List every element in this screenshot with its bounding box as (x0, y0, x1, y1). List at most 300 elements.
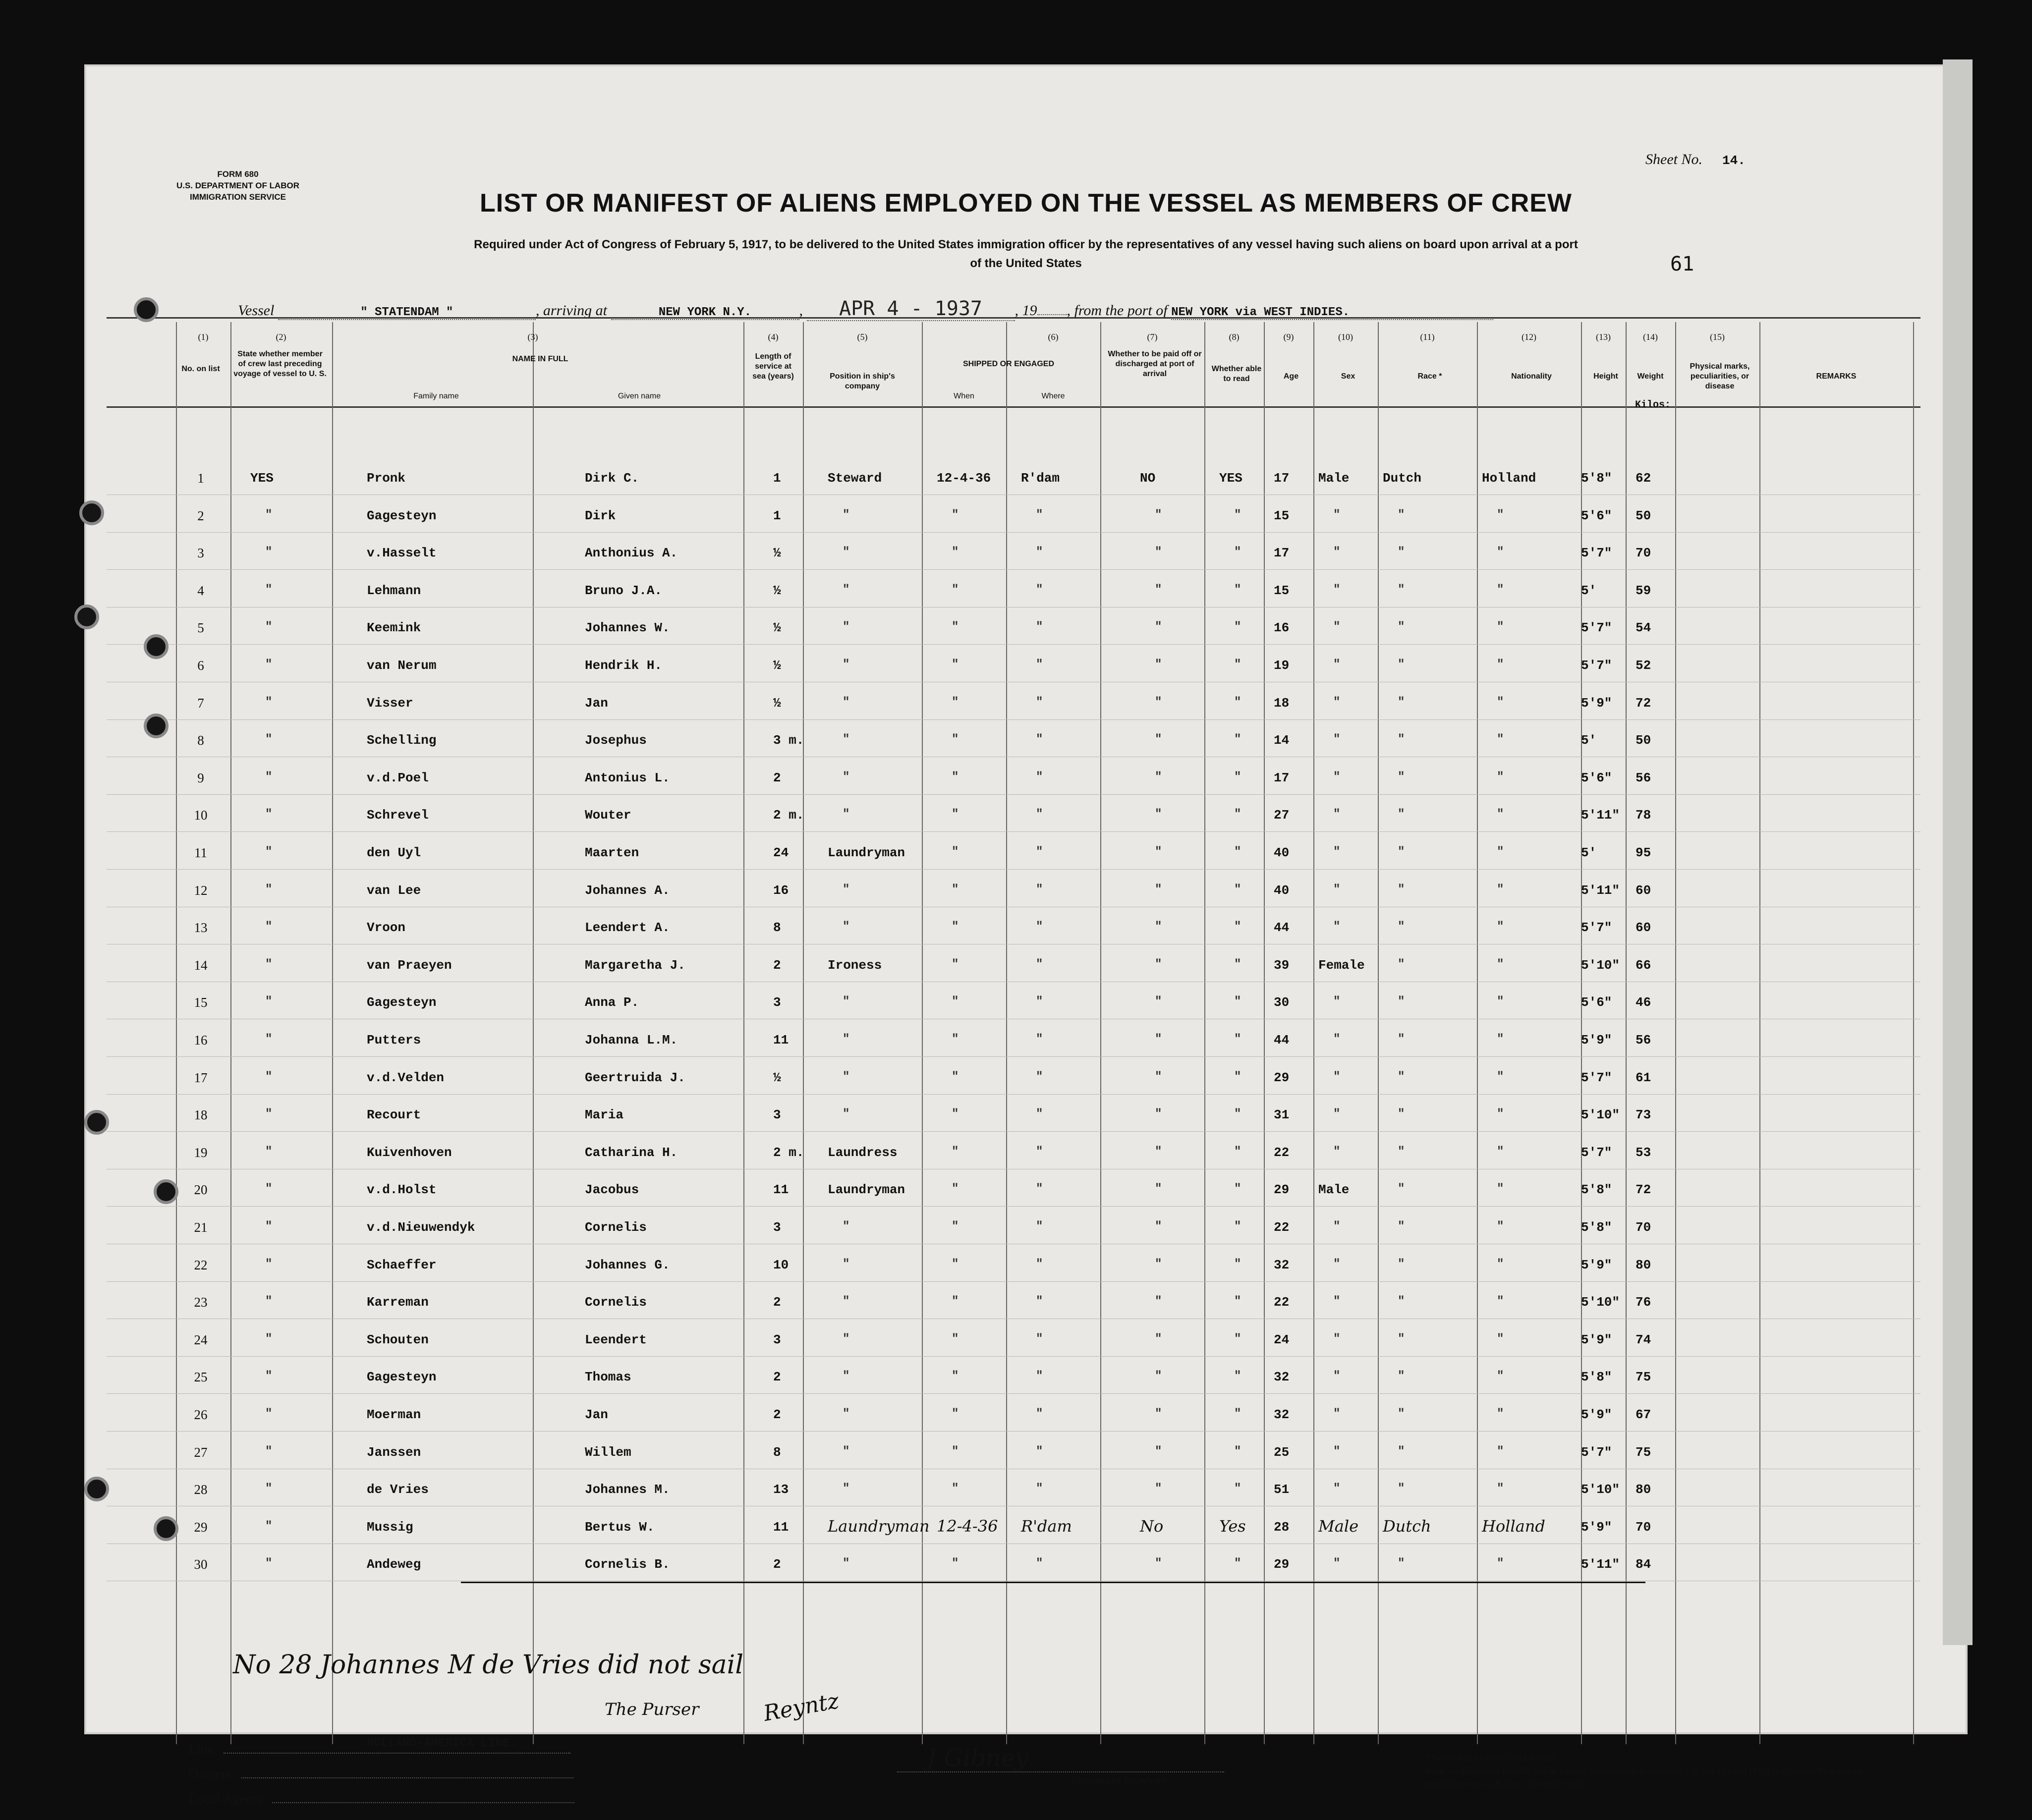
height-cell: 5'7" (1581, 1444, 1612, 1460)
prev-voyage-cell: " (265, 508, 273, 522)
weight-cell: 53 (1636, 1145, 1651, 1160)
family-name-cell: Pronk (367, 471, 406, 486)
paid-off-cell: " (1155, 620, 1162, 634)
weight-cell: 75 (1636, 1444, 1651, 1460)
able-to-read-cell: " (1234, 882, 1242, 896)
given-name-cell: Leendert A. (585, 920, 670, 936)
arrival-date-stamp: APR 4 - 1937 (807, 297, 1015, 321)
nationality-cell: " (1497, 1182, 1504, 1196)
row-number-cell: 23 (194, 1295, 208, 1310)
sex-cell: " (1333, 658, 1341, 671)
shipped-where-cell: " (1036, 1407, 1043, 1421)
sex-cell: " (1333, 808, 1341, 822)
sex-cell: " (1333, 845, 1341, 859)
service-length-cell: 2 (773, 1557, 781, 1572)
able-to-read-cell: " (1234, 770, 1242, 784)
age-cell: 15 (1274, 583, 1290, 598)
family-name-cell: Gagesteyn (367, 1370, 437, 1385)
purser-label: The Purser (605, 1700, 699, 1719)
position-cell: " (843, 583, 850, 597)
height-cell: 5'8" (1581, 1370, 1612, 1385)
nationality-cell: " (1497, 658, 1504, 671)
service-length-cell: ½ (773, 546, 781, 561)
race-cell: " (1398, 1295, 1405, 1309)
header-age: Age (1283, 372, 1299, 381)
nationality-cell: " (1497, 1257, 1504, 1271)
family-name-cell: de Vries (367, 1482, 429, 1497)
service-length-cell: 8 (773, 1444, 781, 1460)
family-name-cell: v.d.Velden (367, 1070, 445, 1085)
paid-off-cell: " (1155, 920, 1162, 934)
binder-hole (154, 1516, 178, 1541)
family-name-cell: v.Hasselt (367, 546, 437, 561)
sex-cell: Female (1318, 957, 1365, 973)
prev-voyage-cell: " (265, 1444, 273, 1458)
row-number-cell: 20 (194, 1182, 208, 1198)
binder-hole (154, 1179, 178, 1204)
weight-cell: 59 (1636, 583, 1651, 598)
shipped-when-cell: 12-4-36 (937, 471, 991, 486)
row-number-cell: 28 (194, 1482, 208, 1497)
given-name-cell: Geertruida J. (585, 1070, 685, 1085)
race-cell: Dutch (1383, 471, 1422, 486)
paid-off-cell: " (1155, 1444, 1162, 1458)
shipped-where-cell: " (1036, 1033, 1043, 1046)
given-name-cell: Maarten (585, 845, 639, 860)
header-height: Height (1593, 372, 1618, 381)
shipped-when-cell: " (952, 995, 959, 1009)
family-name-cell: den Uyl (367, 845, 421, 860)
sex-cell: " (1333, 1107, 1341, 1121)
position-cell: " (843, 695, 850, 709)
binder-hole (84, 1477, 109, 1501)
shipped-where-cell: " (1036, 1332, 1043, 1346)
given-name-cell: Jan (585, 695, 608, 711)
paid-off-cell: " (1155, 957, 1162, 971)
shipped-where-cell: " (1036, 1444, 1043, 1458)
able-to-read-cell: " (1234, 620, 1242, 634)
given-name-cell: Margaretha J. (585, 957, 685, 973)
age-cell: 40 (1274, 845, 1290, 860)
position-cell: Laundryman (828, 1516, 930, 1536)
prev-voyage-cell: " (265, 1220, 273, 1233)
inspector-signature-line (897, 1771, 1224, 1772)
race-cell: " (1398, 1370, 1405, 1383)
sex-cell: " (1333, 695, 1341, 709)
family-name-cell: Moerman (367, 1407, 421, 1422)
family-name-cell: Vroon (367, 920, 406, 936)
race-cell: " (1398, 920, 1405, 934)
handwritten-number: 61 (1670, 253, 1694, 276)
shipped-when-cell: " (952, 957, 959, 971)
binder-hole (84, 1110, 109, 1135)
service-length-cell: 11 (773, 1033, 789, 1048)
shipped-where-cell: " (1036, 808, 1043, 822)
height-cell: 5'10" (1581, 957, 1620, 973)
able-to-read-cell: " (1234, 1182, 1242, 1196)
position-cell: Steward (828, 471, 882, 486)
prev-voyage-cell: " (265, 1332, 273, 1346)
service-name: IMMIGRATION SERVICE (190, 192, 286, 202)
race-cell: " (1398, 583, 1405, 597)
height-cell: 5'9" (1581, 1407, 1612, 1422)
shipped-when-cell: " (952, 1182, 959, 1196)
service-length-cell: 11 (773, 1182, 789, 1198)
prev-voyage-cell: " (265, 1519, 273, 1533)
position-cell: " (843, 1220, 850, 1233)
height-cell: 5'7" (1581, 1145, 1612, 1160)
paid-off-cell: No (1140, 1516, 1164, 1536)
service-length-cell: 16 (773, 882, 789, 898)
able-to-read-cell: " (1234, 733, 1242, 747)
shipped-when-cell: " (952, 1332, 959, 1346)
paid-off-cell: " (1155, 1145, 1162, 1158)
position-cell: " (843, 1033, 850, 1046)
position-cell: " (843, 1257, 850, 1271)
header-remarks: REMARKS (1816, 372, 1857, 381)
height-cell: 5'11" (1581, 882, 1620, 898)
race-cell: Dutch (1383, 1516, 1431, 1536)
prev-voyage-cell: " (265, 620, 273, 634)
from-port-label: , from the port of (1067, 302, 1168, 319)
given-name-cell: Antonius L. (585, 770, 670, 785)
shipped-where-cell: " (1036, 1182, 1043, 1196)
given-name-cell: Wouter (585, 808, 631, 823)
shipped-when-cell: " (952, 658, 959, 671)
nationality-cell: " (1497, 995, 1504, 1009)
sex-cell: " (1333, 920, 1341, 934)
column-rule (1626, 322, 1627, 1744)
age-cell: 32 (1274, 1370, 1290, 1385)
position-cell: " (843, 808, 850, 822)
service-length-cell: 24 (773, 845, 789, 860)
given-name-cell: Anna P. (585, 995, 639, 1010)
able-to-read-cell: " (1234, 1332, 1242, 1346)
weight-cell: 60 (1636, 920, 1651, 936)
prev-voyage-cell: " (265, 1370, 273, 1383)
family-name-cell: Schelling (367, 733, 437, 748)
service-length-cell: 3 (773, 995, 781, 1010)
column-rule (230, 322, 231, 1744)
nationality-cell: " (1497, 770, 1504, 784)
given-name-cell: Leendert (585, 1332, 647, 1347)
prev-voyage-cell: " (265, 808, 273, 822)
family-name-cell: v.d.Nieuwendyk (367, 1220, 475, 1235)
prev-voyage-cell: " (265, 583, 273, 597)
race-cell: " (1398, 658, 1405, 671)
sex-cell: " (1333, 583, 1341, 597)
family-name-cell: Kuivenhoven (367, 1145, 452, 1160)
sex-cell: " (1333, 733, 1341, 747)
prev-voyage-cell: " (265, 695, 273, 709)
row-number-cell: 3 (197, 546, 204, 561)
race-cell: " (1398, 620, 1405, 634)
column-number: (1) (198, 332, 209, 342)
shipped-when-cell: " (952, 1070, 959, 1084)
row-number-cell: 14 (194, 957, 208, 973)
age-cell: 24 (1274, 1332, 1290, 1347)
prev-voyage-cell: " (265, 995, 273, 1009)
height-cell: 5' (1581, 583, 1597, 598)
shipped-when-cell: " (952, 808, 959, 822)
row-rule (107, 1431, 1920, 1432)
service-length-cell: ½ (773, 695, 781, 711)
row-number-cell: 24 (194, 1332, 208, 1347)
line-value: HOLLAND-AMERICA LINE. (367, 1737, 517, 1750)
weight-cell: 80 (1636, 1482, 1651, 1497)
paid-off-cell: " (1155, 1295, 1162, 1309)
sex-cell: " (1333, 1070, 1341, 1084)
race-cell: " (1398, 808, 1405, 822)
row-number-cell: 10 (194, 808, 208, 823)
service-length-cell: ½ (773, 1070, 781, 1085)
age-cell: 17 (1274, 471, 1290, 486)
prev-voyage-cell: " (265, 733, 273, 747)
age-cell: 29 (1274, 1070, 1290, 1085)
service-length-cell: 1 (773, 471, 781, 486)
position-cell: " (843, 1332, 850, 1346)
sheet-label: Sheet No. (1645, 151, 1702, 167)
row-number-cell: 18 (194, 1107, 208, 1123)
nationality-cell: " (1497, 546, 1504, 559)
column-number: (15) (1710, 332, 1725, 342)
able-to-read-cell: " (1234, 658, 1242, 671)
weight-cell: 60 (1636, 882, 1651, 898)
position-cell: " (843, 995, 850, 1009)
position-cell: " (843, 1407, 850, 1421)
row-rule (107, 1393, 1920, 1394)
shipped-when-cell: " (952, 1033, 959, 1046)
header-race: Race * (1417, 372, 1442, 381)
service-length-cell: 2 m. (773, 808, 804, 823)
given-name-cell: Cornelis (585, 1220, 647, 1235)
able-to-read-cell: " (1234, 508, 1242, 522)
column-number: (5) (857, 332, 868, 342)
able-to-read-cell: " (1234, 1444, 1242, 1458)
nationality-cell: " (1497, 957, 1504, 971)
able-to-read-cell: " (1234, 1107, 1242, 1121)
row-number-cell: 5 (197, 620, 204, 636)
sex-cell: " (1333, 620, 1341, 634)
age-cell: 27 (1274, 808, 1290, 823)
position-cell: " (843, 1557, 850, 1571)
column-rule (533, 322, 534, 1744)
shipped-where-cell: " (1036, 583, 1043, 597)
column-number: (7) (1147, 332, 1158, 342)
prev-voyage-cell: " (265, 1407, 273, 1421)
nationality-cell: " (1497, 583, 1504, 597)
given-name-cell: Thomas (585, 1370, 631, 1385)
arrival-port: NEW YORK N.Y. (611, 306, 799, 320)
race-cell: " (1398, 957, 1405, 971)
column-rule (1264, 322, 1265, 1744)
nationality-cell: Holland (1482, 471, 1536, 486)
agents-label: Local Agents (188, 1791, 262, 1807)
weight-cell: 70 (1636, 546, 1651, 561)
age-cell: 18 (1274, 695, 1290, 711)
row-number-cell: 13 (194, 920, 208, 936)
service-length-cell: 2 (773, 1407, 781, 1422)
position-cell: " (843, 1107, 850, 1121)
nationality-cell: " (1497, 882, 1504, 896)
prev-voyage-cell: " (265, 546, 273, 559)
header-physical-marks: Physical marks, peculiarities, or disease (1690, 362, 1750, 390)
nationality-cell: " (1497, 508, 1504, 522)
given-name-cell: Josephus (585, 733, 647, 748)
height-cell: 5'7" (1581, 920, 1612, 936)
paid-off-cell: " (1155, 695, 1162, 709)
column-rule (743, 322, 744, 1744)
age-cell: 25 (1274, 1444, 1290, 1460)
shipped-when-cell: " (952, 845, 959, 859)
prev-voyage-cell: " (265, 882, 273, 896)
shipped-where-cell: " (1036, 1295, 1043, 1309)
service-length-cell: 10 (773, 1257, 789, 1272)
position-cell: " (843, 920, 850, 934)
position-cell: " (843, 770, 850, 784)
sex-cell: " (1333, 1444, 1341, 1458)
age-cell: 40 (1274, 882, 1290, 898)
paid-off-cell: " (1155, 1257, 1162, 1271)
sex-cell: Male (1318, 1182, 1350, 1198)
prev-voyage-cell: " (265, 1257, 273, 1271)
weight-cell: 67 (1636, 1407, 1651, 1422)
given-name-cell: Johannes W. (585, 620, 670, 636)
subtitle-line-2: of the United States (970, 257, 1082, 270)
shipped-when-cell: " (952, 1482, 959, 1496)
position-cell: " (843, 546, 850, 559)
header-able-to-read: Whether able to read (1211, 365, 1262, 383)
row-rule (107, 719, 1920, 720)
handwritten-note: No 28 Johannes M de Vries did not sail (233, 1650, 743, 1680)
position-cell: " (843, 620, 850, 634)
height-cell: 5'9" (1581, 1033, 1612, 1048)
paid-off-cell: " (1155, 995, 1162, 1009)
family-name-cell: Schrevel (367, 808, 429, 823)
paid-off-cell: " (1155, 1332, 1162, 1346)
family-name-cell: van Lee (367, 882, 421, 898)
binder-hole (74, 605, 99, 629)
prev-voyage-cell: " (265, 658, 273, 671)
paid-off-cell: " (1155, 546, 1162, 559)
paid-off-cell: " (1155, 1033, 1162, 1046)
able-to-read-cell: " (1234, 1295, 1242, 1309)
shipped-where-cell: " (1036, 920, 1043, 934)
column-number: (4) (768, 332, 779, 342)
able-to-read-cell: YES (1219, 471, 1242, 486)
age-cell: 22 (1274, 1220, 1290, 1235)
nationality-cell: " (1497, 1407, 1504, 1421)
row-number-cell: 4 (197, 583, 204, 598)
header-sex: Sex (1341, 372, 1355, 381)
given-name-cell: Johanna L.M. (585, 1033, 678, 1048)
height-cell: 5'11" (1581, 808, 1620, 823)
height-cell: 5'8" (1581, 1220, 1612, 1235)
able-to-read-cell: " (1234, 1070, 1242, 1084)
column-number: (2) (276, 332, 286, 342)
column-number: (9) (1283, 332, 1294, 342)
race-cell: " (1398, 1182, 1405, 1196)
given-name-cell: Jan (585, 1407, 608, 1422)
column-number: (10) (1338, 332, 1353, 342)
family-name-cell: Schouten (367, 1332, 429, 1347)
family-name-cell: Recourt (367, 1107, 421, 1123)
service-length-cell: 1 (773, 508, 781, 523)
able-to-read-cell: " (1234, 583, 1242, 597)
prev-voyage-cell: " (265, 770, 273, 784)
column-rule (1477, 322, 1478, 1744)
family-name-cell: v.d.Poel (367, 770, 429, 785)
row-rule (107, 869, 1920, 870)
header-family-name: Family name (413, 392, 459, 400)
age-cell: 29 (1274, 1182, 1290, 1198)
height-cell: 5'9" (1581, 1519, 1612, 1535)
row-number-cell: 30 (194, 1557, 208, 1572)
strike-line-row-28 (461, 1582, 1645, 1583)
row-number-cell: 1 (197, 471, 204, 486)
shipped-when-cell: " (952, 882, 959, 896)
column-rule (1100, 322, 1101, 1744)
nationality-cell: " (1497, 733, 1504, 747)
race-cell: " (1398, 1220, 1405, 1233)
weight-cell: 56 (1636, 770, 1651, 785)
nationality-cell: " (1497, 1295, 1504, 1309)
race-cell: " (1398, 882, 1405, 896)
binder-hole (79, 500, 104, 525)
weight-cell: 78 (1636, 808, 1651, 823)
column-rule (1313, 322, 1314, 1744)
able-to-read-cell: " (1234, 546, 1242, 559)
shipped-where-cell: " (1036, 957, 1043, 971)
position-cell: " (843, 1370, 850, 1383)
header-when: When (954, 392, 974, 400)
header-paid-off: Whether to be paid off or discharged at port of arrival (1108, 350, 1202, 378)
height-cell: 5'10" (1581, 1107, 1620, 1123)
weight-cell: 50 (1636, 733, 1651, 748)
given-name-cell: Bruno J.A. (585, 583, 663, 598)
age-cell: 32 (1274, 1407, 1290, 1422)
prev-voyage-cell: " (265, 1557, 273, 1571)
age-cell: 39 (1274, 957, 1290, 973)
shipped-where-cell: " (1036, 658, 1043, 671)
race-cell: " (1398, 1033, 1405, 1046)
shipped-where-cell: " (1036, 620, 1043, 634)
family-name-cell: Mussig (367, 1519, 413, 1535)
sex-cell: " (1333, 1257, 1341, 1271)
family-name-cell: van Praeyen (367, 957, 452, 973)
service-length-cell: 3 (773, 1220, 781, 1235)
weight-cell: 62 (1636, 471, 1651, 486)
race-cell: " (1398, 995, 1405, 1009)
row-number-cell: 19 (194, 1145, 208, 1160)
height-cell: 5'11" (1581, 1557, 1620, 1572)
able-to-read-cell: " (1234, 920, 1242, 934)
race-cell: " (1398, 1332, 1405, 1346)
family-name-cell: Gagesteyn (367, 508, 437, 523)
weight-cell: 95 (1636, 845, 1651, 860)
position-cell: Laundryman (828, 845, 905, 860)
height-cell: 5'7" (1581, 546, 1612, 561)
nationality-cell: " (1497, 1070, 1504, 1084)
given-name-cell: Cornelis B. (585, 1557, 670, 1572)
header-shipped-or-engaged: SHIPPED OR ENGAGED (962, 360, 1055, 368)
family-name-cell: van Nerum (367, 658, 437, 673)
service-length-cell: 2 m. (773, 1145, 804, 1160)
age-cell: 30 (1274, 995, 1290, 1010)
paid-off-cell: " (1155, 733, 1162, 747)
paid-off-cell: " (1155, 845, 1162, 859)
owners-field (188, 1766, 573, 1782)
